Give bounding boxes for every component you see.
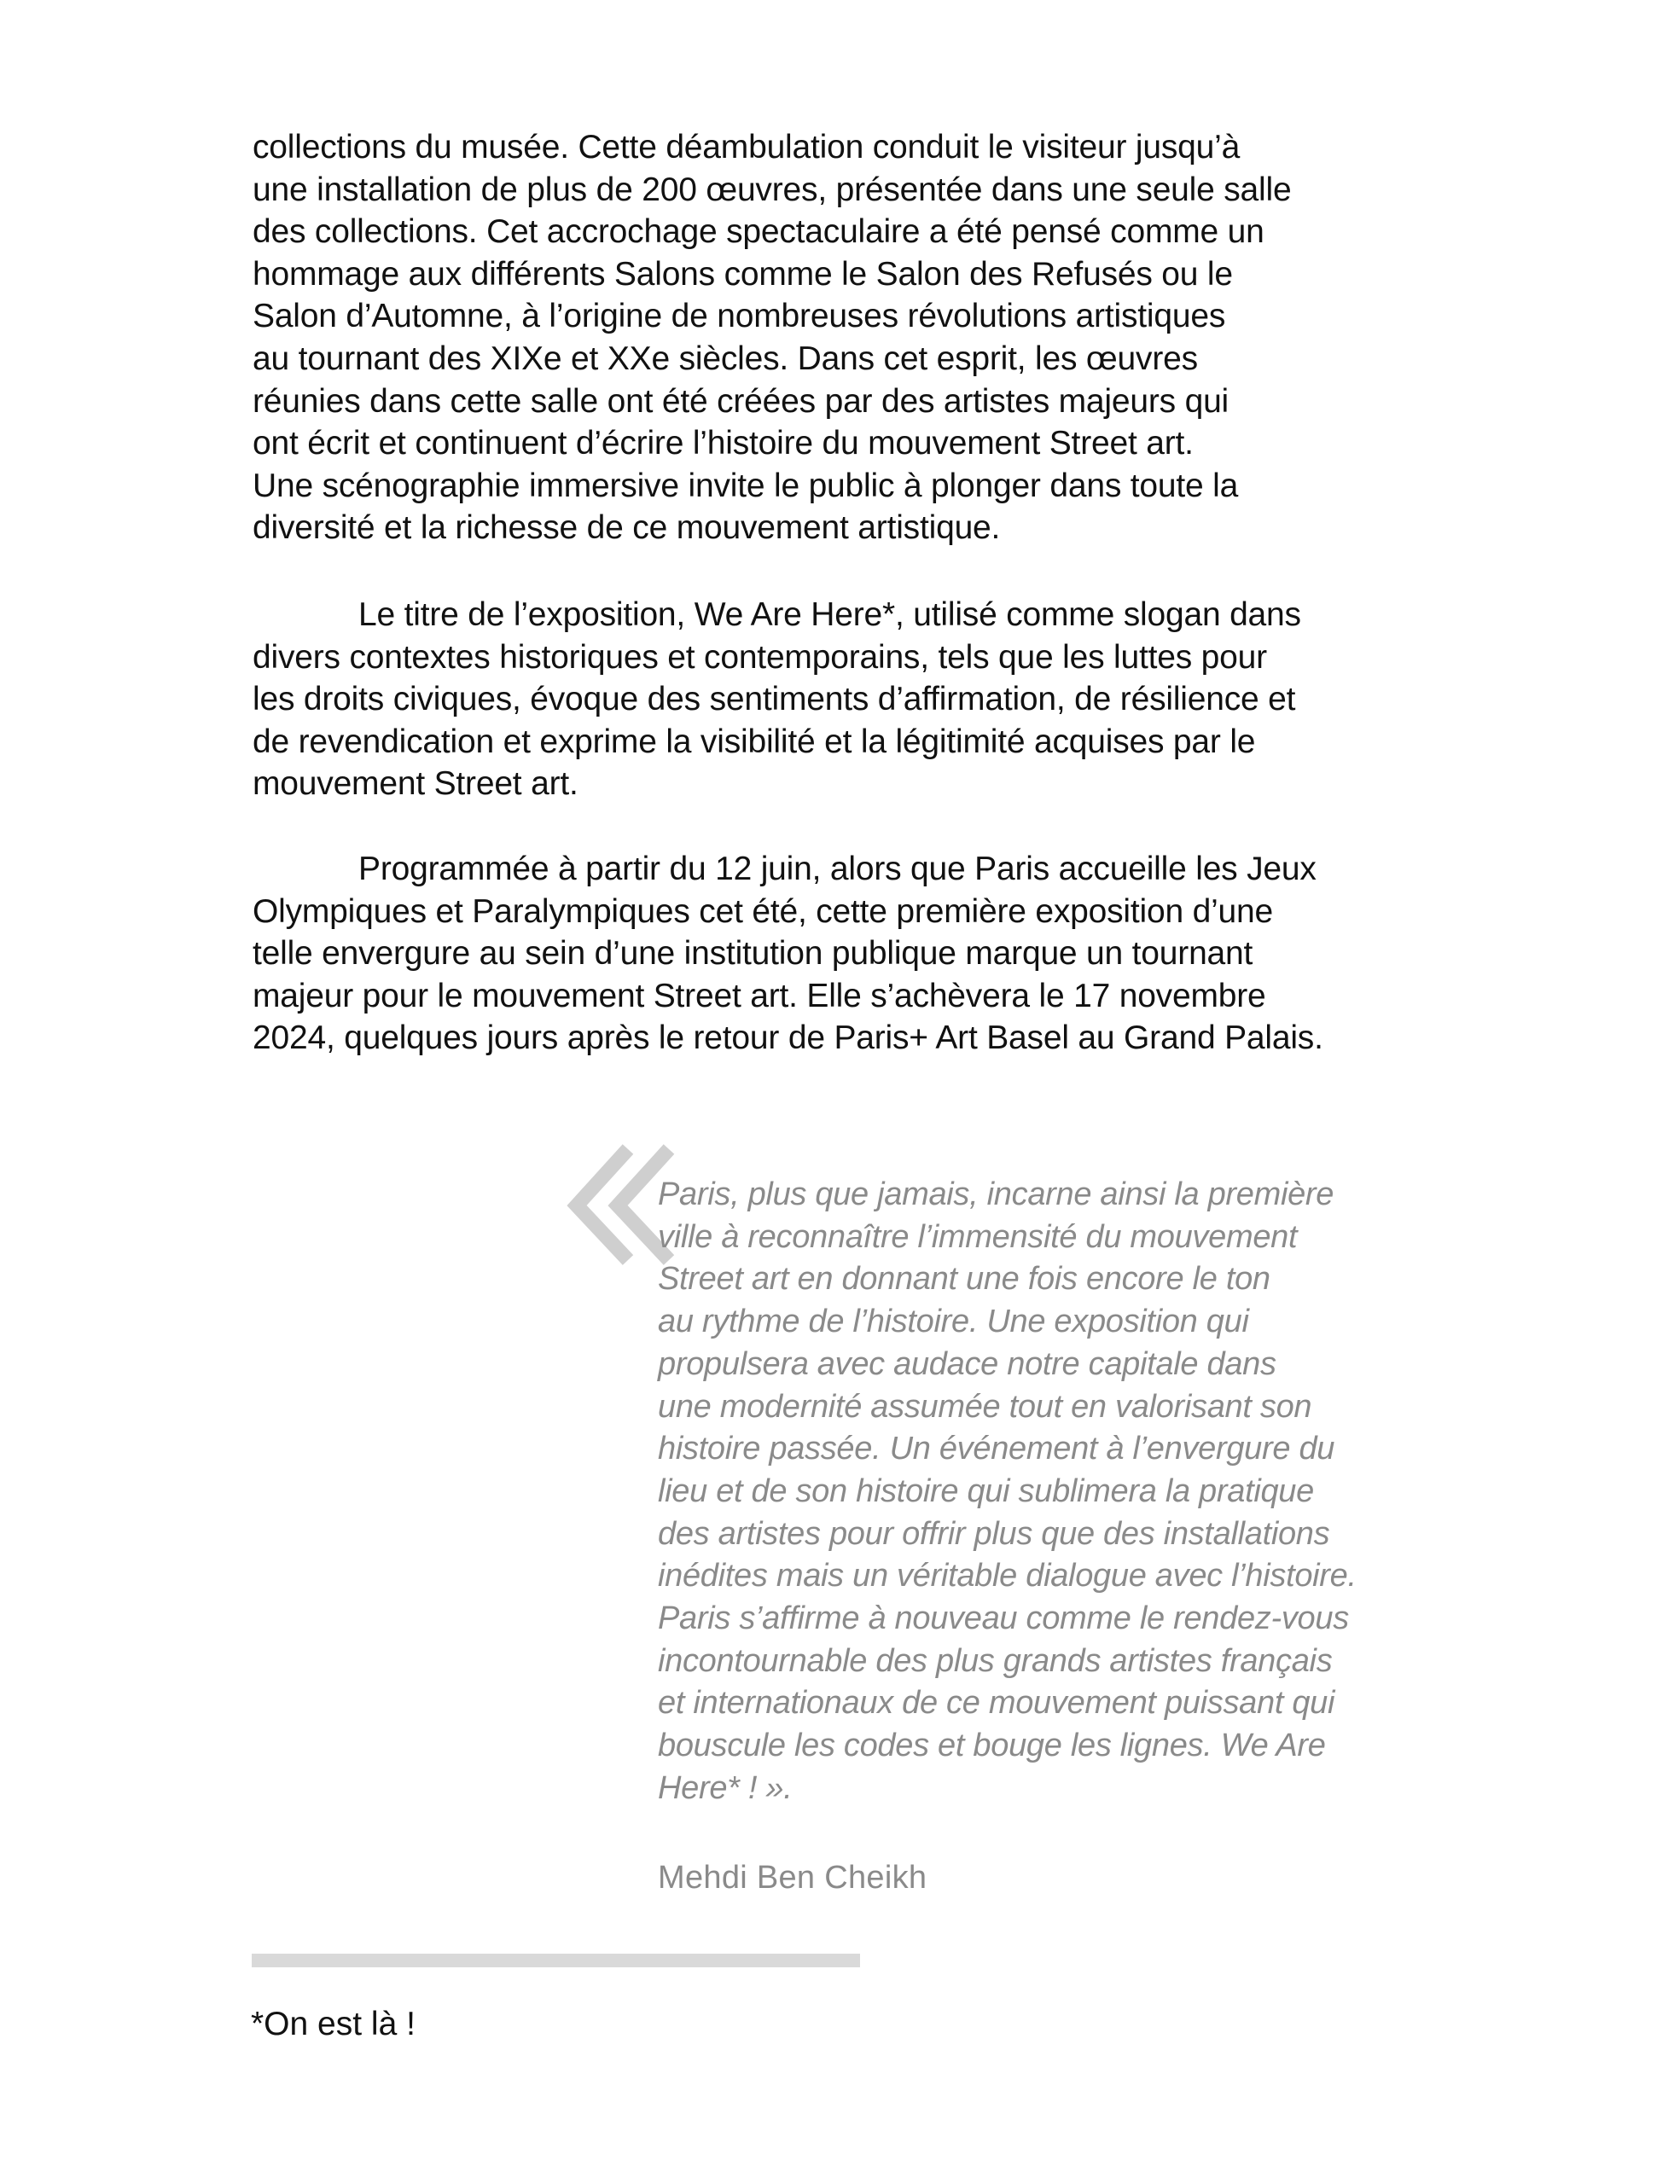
paragraph-line: telle envergure au sein d’une institution publique marque un tournant — [253, 935, 1253, 973]
paragraph-line: divers contextes historiques et contemporains, tels que les luttes pour — [253, 638, 1267, 676]
quote-line: incontournable des plus grands artistes français — [658, 1642, 1333, 1679]
quote-author: Mehdi Ben Cheikh — [658, 1860, 927, 1896]
paragraph-line: mouvement Street art. — [253, 765, 578, 803]
paragraph-line: Le titre de l’exposition, We Are Here*, utilisé comme slogan dans — [358, 596, 1301, 633]
body-paragraph-title — [253, 594, 1481, 805]
quote-line: et internationaux de ce mouvement puissant qui — [658, 1685, 1335, 1722]
quote-line: au rythme de l’histoire. Une exposition qui — [658, 1304, 1249, 1340]
paragraph-line: Programmée à partir du 12 juin, alors que Paris accueille les Jeux — [358, 851, 1317, 887]
paragraph-line: ont écrit et continuent d’écrire l’histoire du mouvement Street art. — [253, 425, 1194, 462]
quote-line: Paris s’affirme à nouveau comme le rendez-vous — [658, 1600, 1349, 1637]
paragraph-line: au tournant des XIXe et XXe siècles. Dans cet esprit, les œuvres — [253, 340, 1198, 377]
quote-line: propulsera avec audace notre capitale dans — [658, 1345, 1276, 1382]
body-paragraph-programme — [253, 848, 1481, 1060]
body-paragraph-collections — [253, 126, 1481, 549]
quote-line: inédites mais un véritable dialogue avec l’histoire. — [658, 1558, 1357, 1594]
paragraph-line: réunies dans cette salle ont été créées par des artistes majeurs qui — [253, 382, 1229, 420]
quote-line: des artistes pour offrir plus que des installations — [658, 1515, 1330, 1552]
paragraph-line: diversité et la richesse de ce mouvement artistique. — [253, 509, 1001, 547]
quote-line: lieu et de son histoire qui sublimera la pratique — [658, 1472, 1314, 1509]
quote-line: histoire passée. Un événement à l’envergure du — [658, 1431, 1335, 1467]
paragraph-line: des collections. Cet accrochage spectaculaire a été pensé comme un — [253, 213, 1264, 251]
paragraph-line: Salon d’Automne, à l’origine de nombreuses révolutions artistiques — [253, 298, 1226, 335]
quote-line: Street art en donnant une fois encore le ton — [658, 1261, 1270, 1298]
paragraph-line: de revendication et exprime la visibilité et la légitimité acquises par le — [253, 723, 1256, 760]
paragraph-line: collections du musée. Cette déambulation conduit le visiteur jusqu’à — [253, 129, 1241, 166]
quote-line: bouscule les codes et bouge les lignes. We Are — [658, 1728, 1326, 1764]
paragraph-line: les droits civiques, évoque des sentiments d’affirmation, de résilience et — [253, 681, 1296, 718]
paragraph-line: hommage aux différents Salons comme le Salon des Refusés ou le — [253, 255, 1233, 293]
quote-line: ville à reconnaître l’immensité du mouvement — [658, 1218, 1298, 1255]
pull-quote — [658, 1174, 1511, 1810]
paragraph-line: 2024, quelques jours après le retour de Paris+ Art Basel au Grand Palais. — [253, 1019, 1323, 1057]
paragraph-line: majeur pour le mouvement Street art. Elle s’achèvera le 17 novembre — [253, 977, 1266, 1014]
quote-line: Here* ! ». — [658, 1769, 793, 1806]
paragraph-line: Olympiques et Paralympiques cet été, cette première exposition d’une — [253, 892, 1274, 930]
quote-line: une modernité assumée tout en valorisant son — [658, 1388, 1312, 1425]
quote-line: Paris, plus que jamais, incarne ainsi la première — [658, 1176, 1334, 1212]
footnote-divider — [252, 1954, 860, 1967]
footnote: *On est là ! — [251, 2006, 416, 2042]
paragraph-line: Une scénographie immersive invite le public à plonger dans toute la — [253, 467, 1239, 504]
paragraph-line: une installation de plus de 200 œuvres, présentée dans une seule salle — [253, 171, 1292, 208]
